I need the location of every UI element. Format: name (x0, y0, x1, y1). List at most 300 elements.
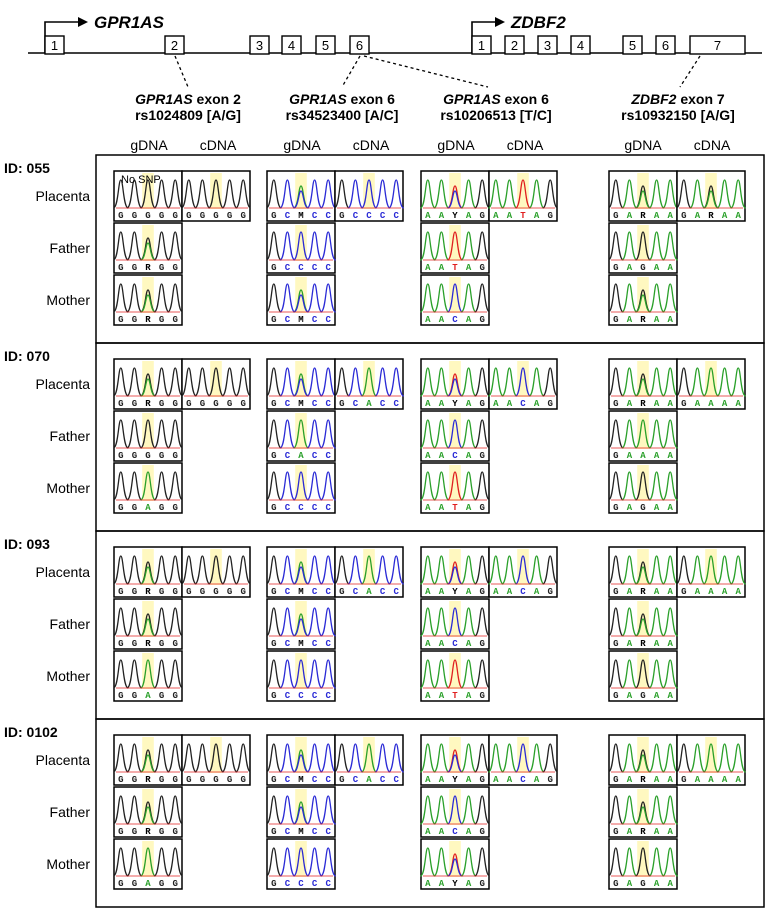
base-call: G (271, 451, 277, 461)
base-call: G (613, 639, 619, 649)
base-call: A (493, 399, 499, 409)
chromatogram-trace (608, 651, 677, 701)
base-call: A (366, 775, 372, 785)
zdbf2-arrow-head (495, 17, 505, 27)
base-call: G (479, 399, 485, 409)
base-call: G (158, 879, 165, 889)
patient-panels (4, 155, 764, 907)
base-call: A (667, 315, 673, 325)
base-call: A (506, 399, 513, 409)
base-call: C (325, 315, 331, 325)
base-call: G (118, 639, 124, 649)
base-call: C (311, 587, 318, 597)
chromatogram-trace (334, 171, 403, 221)
base-call: A (438, 879, 445, 889)
base-call: A (653, 503, 660, 513)
base-call: C (284, 639, 291, 649)
chromatogram-trace (420, 463, 489, 513)
base-call: C (325, 775, 331, 785)
base-call: C (325, 263, 331, 273)
chromatogram-trace (488, 171, 557, 221)
snp2-exon-label: GPR1AS exon 6 (289, 91, 395, 107)
base-call: G (613, 775, 619, 785)
base-call: G (640, 879, 646, 889)
snp3-connector (364, 56, 488, 87)
base-call: G (118, 691, 124, 701)
base-call: A (465, 263, 472, 273)
exon-number: 5 (628, 38, 637, 53)
col-gdna-1: gDNA (130, 137, 168, 153)
base-call: M (298, 211, 304, 221)
base-call: G (613, 315, 619, 325)
base-call: M (298, 775, 304, 785)
base-call: G (213, 211, 219, 221)
base-call: A (533, 775, 540, 785)
base-call: A (493, 211, 499, 221)
base-call: G (131, 263, 138, 273)
base-call: A (533, 211, 540, 221)
chromatogram-trace (420, 599, 489, 649)
base-call: R (640, 399, 646, 409)
row-label-father: Father (49, 428, 90, 444)
base-call: A (465, 211, 472, 221)
patient-id-label: ID: 0102 (4, 724, 58, 740)
chromatogram-trace (608, 463, 677, 513)
base-call: G (158, 315, 165, 325)
base-call: G (172, 263, 178, 273)
chromatogram-trace (113, 411, 182, 461)
base-call: A (425, 691, 431, 701)
base-call: A (735, 399, 741, 409)
column-labels (130, 137, 731, 153)
base-call: G (479, 211, 485, 221)
base-call: G (613, 263, 619, 273)
base-call: C (520, 587, 526, 597)
base-call: C (352, 587, 359, 597)
base-call: G (681, 211, 687, 221)
chromatogram-trace (420, 223, 489, 273)
chromatogram-trace (181, 735, 250, 785)
chromatogram-trace (266, 735, 335, 785)
base-call: G (172, 503, 178, 513)
base-call: C (311, 639, 318, 649)
base-call: G (199, 587, 206, 597)
base-call: R (640, 639, 646, 649)
base-call: G (118, 211, 124, 221)
row-label-placenta: Placenta (35, 752, 90, 768)
base-call: R (640, 827, 646, 837)
base-call: A (626, 211, 633, 221)
base-call: G (271, 639, 277, 649)
base-call: A (298, 451, 304, 461)
base-call: A (438, 211, 445, 221)
base-call: C (311, 879, 318, 889)
base-call: M (298, 315, 304, 325)
base-call: G (118, 775, 124, 785)
base-call: G (613, 691, 619, 701)
base-call: G (213, 587, 219, 597)
base-call: C (284, 315, 291, 325)
base-call: A (465, 639, 472, 649)
base-call: G (339, 775, 345, 785)
patient-id-label: ID: 055 (4, 160, 50, 176)
base-call: A (506, 775, 513, 785)
base-call: A (465, 691, 472, 701)
base-call: A (465, 503, 472, 513)
snp4-rs-label: rs10932150 [A/G] (621, 107, 735, 123)
chromatogram-trace (420, 651, 489, 701)
base-call: C (520, 775, 526, 785)
chromatogram-trace (113, 547, 182, 597)
base-call: G (339, 211, 345, 221)
chromatogram-trace (420, 839, 489, 889)
base-call: G (172, 399, 178, 409)
chromatogram-trace (676, 171, 745, 221)
base-call: T (520, 211, 526, 221)
base-call: C (452, 315, 458, 325)
base-call: A (640, 451, 646, 461)
base-call: G (479, 587, 485, 597)
base-call: C (379, 587, 386, 597)
row-label-mother: Mother (46, 668, 90, 684)
chromatogram-trace (113, 839, 182, 889)
base-call: C (393, 775, 399, 785)
base-call: A (708, 399, 714, 409)
snp4-exon-label: ZDBF2 exon 7 (631, 91, 725, 107)
base-call: G (339, 587, 345, 597)
base-call: G (479, 827, 485, 837)
base-call: A (667, 263, 673, 273)
base-call: G (158, 639, 165, 649)
base-call: A (653, 587, 660, 597)
base-call: A (425, 503, 431, 513)
base-call: G (547, 775, 553, 785)
base-call: G (613, 503, 619, 513)
base-call: G (339, 399, 345, 409)
snp3-rs-label: rs10206513 [T/C] (440, 107, 552, 123)
base-call: G (271, 315, 277, 325)
base-call: A (708, 587, 714, 597)
snp4-connector (680, 56, 700, 87)
base-call: C (325, 211, 331, 221)
base-call: A (667, 879, 673, 889)
chromatogram-trace (113, 651, 182, 701)
col-gdna-3: gDNA (437, 137, 475, 153)
base-call: A (667, 827, 673, 837)
base-call: C (325, 503, 331, 513)
no-snp-note: No SNP (121, 174, 161, 186)
base-call: G (613, 451, 619, 461)
base-call: A (721, 399, 728, 409)
base-call: G (240, 211, 246, 221)
chromatogram-trace (488, 359, 557, 409)
patient-id-label: ID: 070 (4, 348, 50, 364)
base-call: C (352, 775, 359, 785)
base-call: G (172, 879, 178, 889)
base-call: A (626, 691, 633, 701)
base-call: A (694, 399, 701, 409)
base-call: R (145, 263, 151, 273)
exon-number: 2 (510, 38, 519, 53)
base-call: G (271, 399, 277, 409)
base-call: A (626, 503, 633, 513)
base-call: G (547, 399, 553, 409)
base-call: G (158, 451, 165, 461)
base-call: G (131, 399, 138, 409)
chromatogram-trace (608, 735, 677, 785)
base-call: C (452, 639, 458, 649)
base-call: G (172, 211, 178, 221)
base-call: A (506, 587, 513, 597)
exon-number: 4 (287, 38, 296, 53)
base-call: G (547, 587, 553, 597)
base-call: G (240, 587, 246, 597)
base-call: A (366, 399, 372, 409)
chromatogram-trace (608, 223, 677, 273)
panel-2 (4, 531, 764, 719)
chromatogram-trace (181, 171, 250, 221)
base-call: A (653, 263, 660, 273)
row-label-father: Father (49, 240, 90, 256)
base-call: A (626, 879, 633, 889)
base-call: G (479, 691, 485, 701)
base-call: C (311, 263, 318, 273)
base-call: G (479, 503, 485, 513)
chromatogram-trace (266, 547, 335, 597)
base-call: C (325, 639, 331, 649)
chromatogram-trace (113, 735, 182, 785)
base-call: C (452, 451, 458, 461)
base-call: C (352, 399, 359, 409)
exon-number: 3 (255, 38, 264, 53)
base-call: C (284, 399, 291, 409)
base-call: A (438, 399, 445, 409)
chromatogram-trace (266, 599, 335, 649)
base-call: G (118, 503, 124, 513)
col-gdna-4: gDNA (624, 137, 662, 153)
base-call: G (186, 399, 192, 409)
base-call: G (158, 827, 165, 837)
base-call: G (145, 451, 151, 461)
chromatogram-trace (488, 735, 557, 785)
base-call: G (271, 691, 277, 701)
chromatogram-trace (608, 547, 677, 597)
base-call: Y (452, 879, 458, 889)
base-call: C (325, 451, 331, 461)
row-label-placenta: Placenta (35, 564, 90, 580)
col-cdna-3: cDNA (506, 137, 544, 153)
base-call: G (131, 775, 138, 785)
chromatogram-trace (676, 359, 745, 409)
base-call: C (325, 879, 331, 889)
base-call: R (145, 315, 151, 325)
base-call: R (640, 211, 646, 221)
base-call: C (311, 211, 318, 221)
base-call: G (158, 775, 165, 785)
base-call: A (493, 775, 499, 785)
chromatogram-trace (266, 359, 335, 409)
base-call: C (298, 879, 304, 889)
col-cdna-4: cDNA (693, 137, 731, 153)
base-call: G (131, 879, 138, 889)
snp1-connector (175, 56, 188, 87)
base-call: A (694, 587, 701, 597)
base-call: C (284, 211, 291, 221)
chromatogram-trace (266, 275, 335, 325)
base-call: A (425, 879, 431, 889)
base-call: T (452, 503, 458, 513)
base-call: M (298, 587, 304, 597)
chromatogram-trace (608, 359, 677, 409)
base-call: A (425, 399, 431, 409)
panel-0 (4, 155, 764, 343)
base-call: G (547, 211, 553, 221)
base-call: G (681, 587, 687, 597)
base-call: G (226, 775, 233, 785)
base-call: A (145, 691, 151, 701)
chromatogram-trace (113, 599, 182, 649)
chromatogram-trace (334, 359, 403, 409)
base-call: A (425, 211, 431, 221)
snp2-rs-label: rs34523400 [A/C] (285, 107, 399, 123)
base-call: C (311, 315, 318, 325)
base-call: A (653, 827, 660, 837)
base-call: A (708, 775, 714, 785)
base-call: C (393, 587, 399, 597)
chromatogram-trace (266, 171, 335, 221)
base-call: A (667, 399, 673, 409)
base-call: A (667, 691, 673, 701)
base-call: G (131, 587, 138, 597)
zdbf2-gene-label: ZDBF2 (511, 13, 566, 32)
base-call: A (626, 587, 633, 597)
chromatogram-trace (608, 171, 677, 221)
base-call: A (721, 211, 728, 221)
chromatogram-trace (420, 275, 489, 325)
base-call: G (158, 211, 165, 221)
base-call: G (172, 451, 178, 461)
chromatogram-trace (608, 275, 677, 325)
base-call: A (465, 399, 472, 409)
base-call: G (172, 775, 178, 785)
base-call: A (653, 211, 660, 221)
base-call: A (694, 775, 701, 785)
chromatogram-trace (113, 359, 182, 409)
base-call: A (653, 451, 660, 461)
base-call: G (479, 879, 485, 889)
base-call: G (240, 399, 246, 409)
base-call: A (653, 399, 660, 409)
row-label-father: Father (49, 616, 90, 632)
base-call: C (311, 775, 318, 785)
exon-number: 7 (713, 38, 722, 53)
base-call: A (626, 775, 633, 785)
base-call: G (640, 691, 646, 701)
base-call: G (158, 399, 165, 409)
base-call: G (118, 315, 124, 325)
base-call: G (226, 399, 233, 409)
base-call: A (438, 827, 445, 837)
chromatogram-trace (266, 651, 335, 701)
chromatogram-trace (608, 411, 677, 461)
base-call: C (393, 211, 399, 221)
base-call: G (271, 263, 277, 273)
chromatogram-trace (266, 463, 335, 513)
base-call: G (271, 827, 277, 837)
base-call: G (186, 211, 192, 221)
row-label-mother: Mother (46, 856, 90, 872)
base-call: A (626, 827, 633, 837)
base-call: A (506, 211, 513, 221)
base-call: A (653, 775, 660, 785)
base-call: G (118, 399, 124, 409)
base-call: A (626, 399, 633, 409)
snp1-exon-label: GPR1AS exon 2 (135, 91, 241, 107)
gpr1as-arrow-head (78, 17, 88, 27)
base-call: G (479, 451, 485, 461)
base-call: G (158, 691, 165, 701)
base-call: G (131, 691, 138, 701)
base-call: A (465, 451, 472, 461)
exon-number: 4 (576, 38, 585, 53)
base-call: A (438, 263, 445, 273)
base-call: G (158, 263, 165, 273)
base-call: C (284, 503, 291, 513)
base-call: C (452, 827, 458, 837)
base-call: A (735, 211, 741, 221)
base-call: G (118, 587, 124, 597)
base-call: C (284, 827, 291, 837)
base-call: T (452, 691, 458, 701)
base-call: G (158, 587, 165, 597)
base-call: R (145, 639, 151, 649)
base-call: R (708, 211, 714, 221)
base-call: A (465, 827, 472, 837)
exon-number: 1 (50, 38, 59, 53)
base-call: A (438, 691, 445, 701)
base-call: G (213, 399, 219, 409)
base-call: A (626, 639, 633, 649)
base-call: Y (452, 399, 458, 409)
base-call: A (465, 315, 472, 325)
base-call: R (640, 315, 646, 325)
base-call: T (452, 263, 458, 273)
base-call: G (613, 827, 619, 837)
base-call: A (653, 879, 660, 889)
chromatogram-trace (420, 171, 489, 221)
base-call: G (186, 587, 192, 597)
snp1-rs-label: rs1024809 [A/G] (135, 107, 241, 123)
base-call: G (158, 503, 165, 513)
base-call: A (667, 451, 673, 461)
base-call: Y (452, 211, 458, 221)
base-call: A (721, 587, 728, 597)
base-call: G (640, 263, 646, 273)
base-call: A (425, 775, 431, 785)
chromatogram-trace (420, 787, 489, 837)
chromatogram-trace (420, 547, 489, 597)
exon-number: 1 (477, 38, 486, 53)
chromatogram-trace (266, 223, 335, 273)
base-call: C (284, 691, 291, 701)
base-call: C (325, 399, 331, 409)
base-call: C (393, 399, 399, 409)
base-call: C (311, 691, 318, 701)
base-call: G (213, 775, 219, 785)
base-call: G (240, 775, 246, 785)
base-call: A (438, 315, 445, 325)
chromatogram-trace (420, 411, 489, 461)
